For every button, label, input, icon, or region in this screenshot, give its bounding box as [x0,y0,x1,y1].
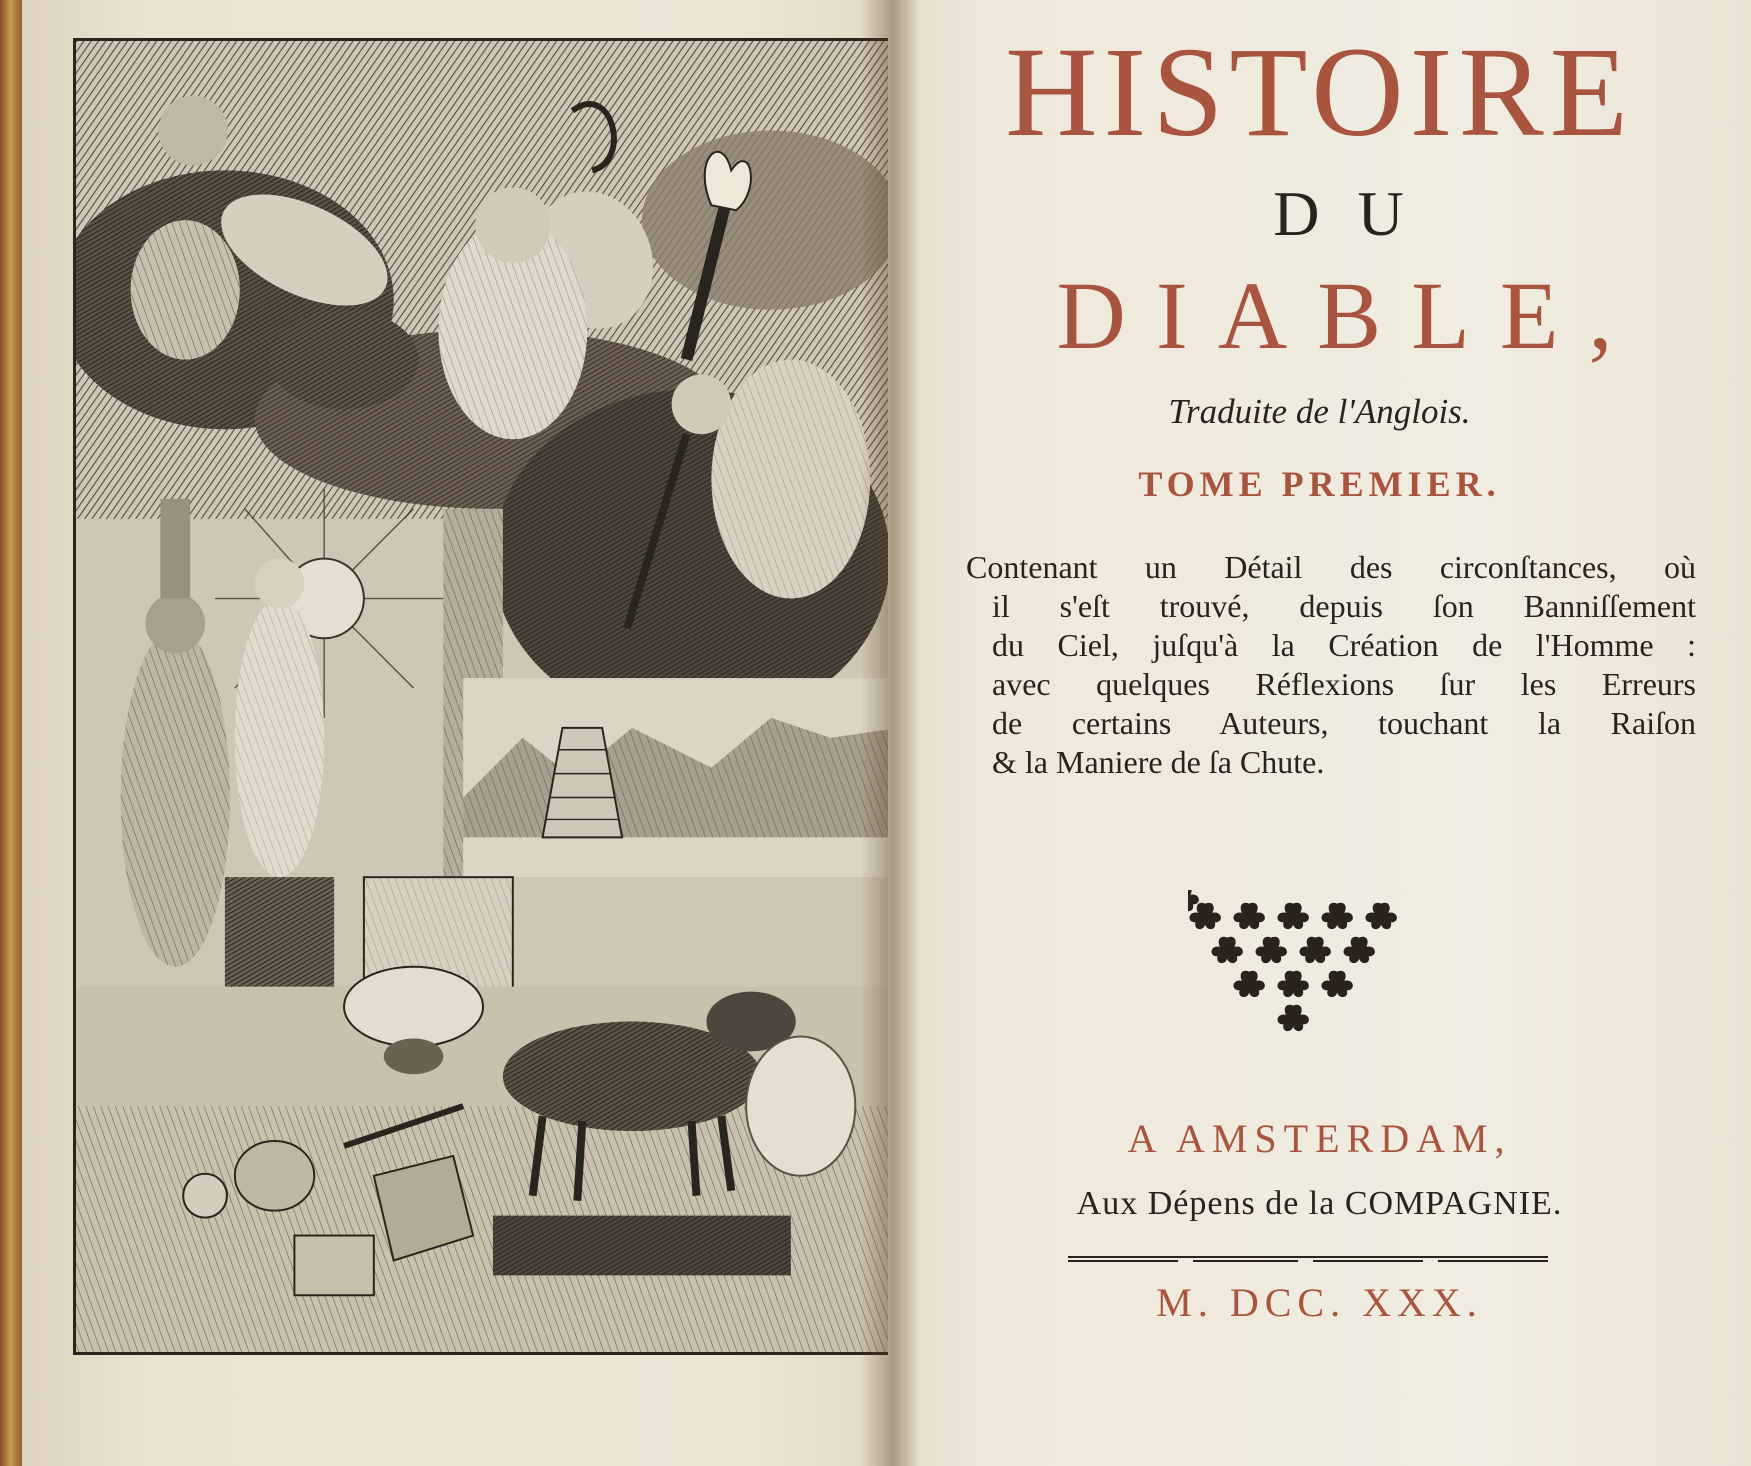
fleuron-ornament-icon [1188,890,1428,1040]
description-line: de certains Auteurs, touchant la Raiſon [992,705,1696,741]
title-du: DU [1273,178,1442,249]
page-gutter [860,0,920,1466]
description-line: avec quelques Réflexions ſur les Erreurs [992,666,1696,702]
frontispiece-engraving [73,38,903,1355]
description-line: du Ciel, juſqu'à la Création de l'Homme : [992,627,1696,663]
subtitle: Traduite de l'Anglois. [1168,392,1471,431]
engraved-illustration-icon [76,41,900,1352]
description-line: & la Maniere de ſa Chute. [992,744,1325,780]
title-page [888,0,1751,1466]
description [966,548,1696,782]
description-line: il s'eſt trouvé, depuis ſon Banniſſement [992,588,1696,624]
imprint-date: M. DCC. XXX. [1156,1280,1483,1325]
divider-rule [1068,1254,1548,1264]
title-diable: DIABLE, [1056,262,1643,369]
imprint-place: A AMSTERDAM, [1127,1116,1512,1161]
left-page [22,0,890,1466]
imprint-publisher: Aux Dépens de la COMPAGNIE. [1076,1185,1563,1222]
description-line: Contenant un Détail des circonſtances, où [966,549,1696,585]
volume-label: TOME PREMIER. [1138,464,1501,504]
title-histoire: HISTOIRE [1005,21,1634,163]
